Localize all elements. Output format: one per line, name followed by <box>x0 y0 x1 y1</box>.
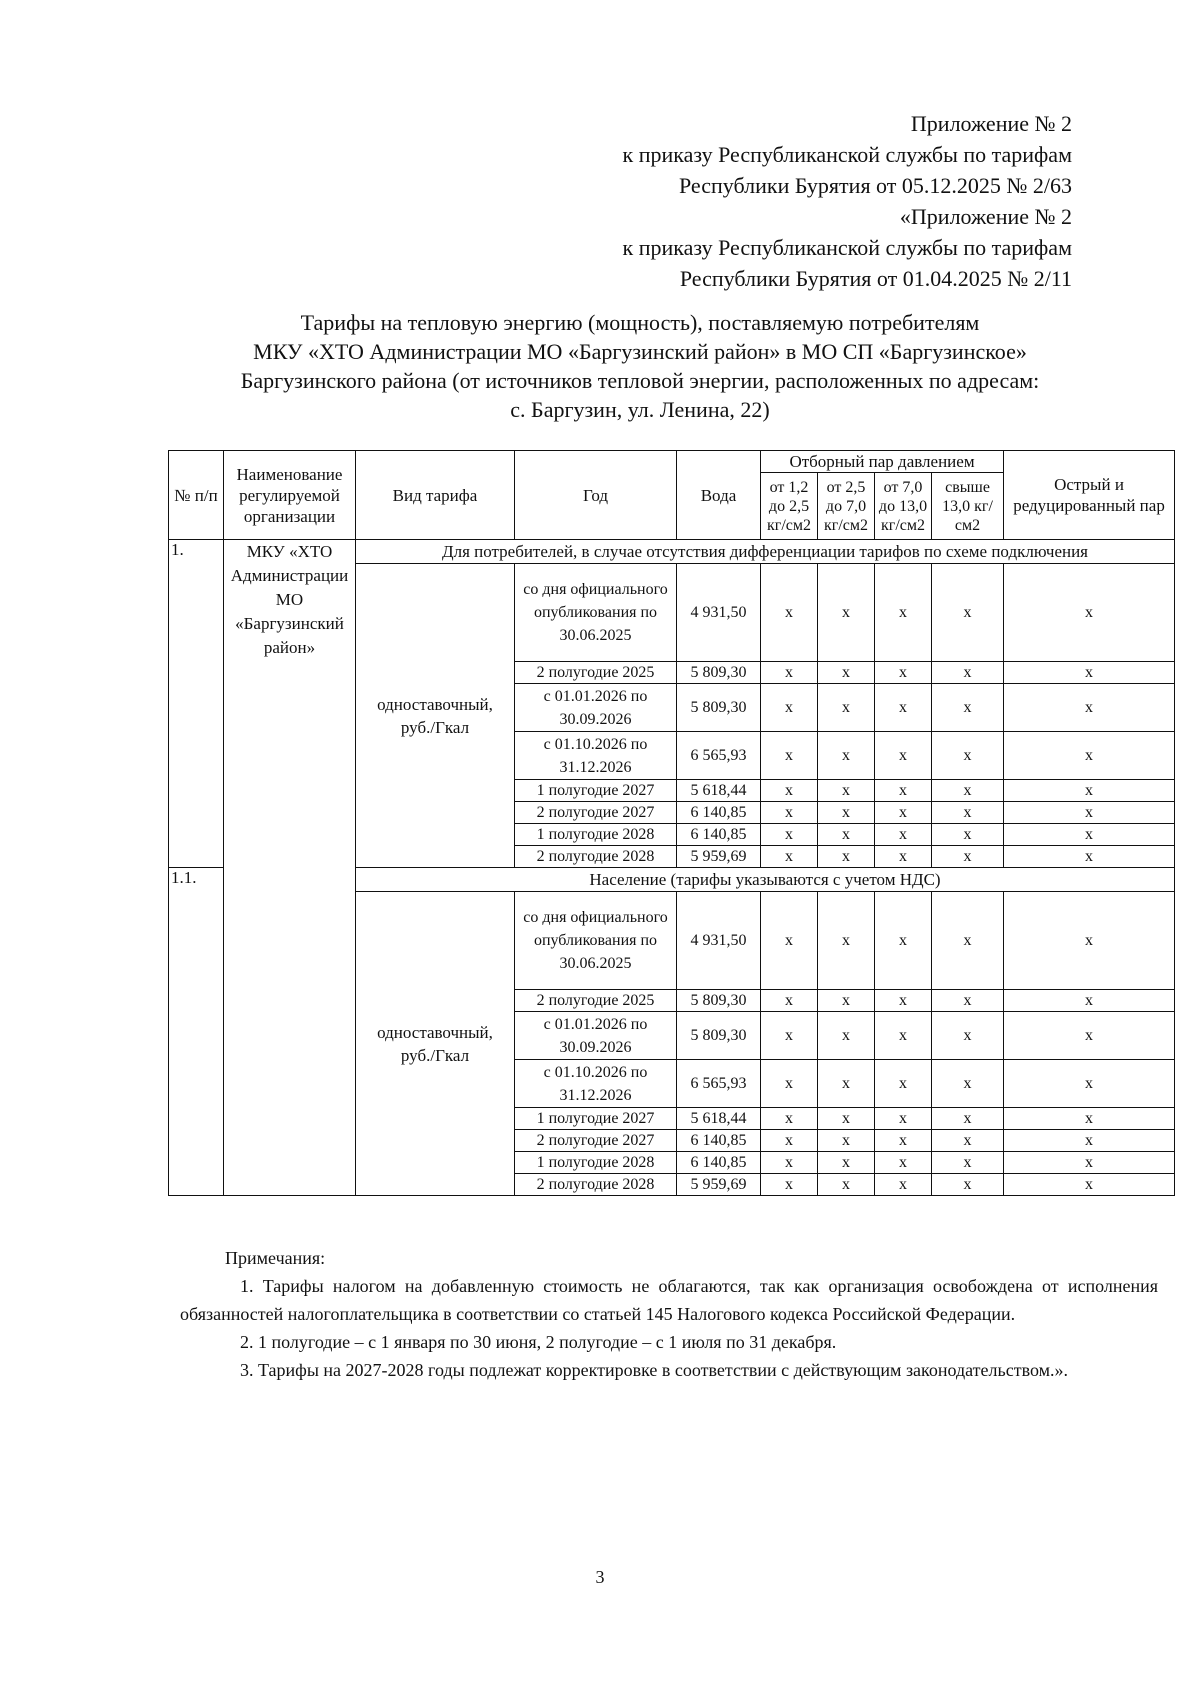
appendix-header <box>623 108 1072 294</box>
steam-value: х <box>818 802 875 824</box>
water-value: 5 809,30 <box>677 990 761 1012</box>
water-value: 6 140,85 <box>677 1152 761 1174</box>
period-cell: 1 полугодие 2028 <box>515 824 677 846</box>
steam-value: х <box>932 1130 1004 1152</box>
steam-value: х <box>818 892 875 990</box>
steam-value: х <box>875 1152 932 1174</box>
period-cell: 2 полугодие 2028 <box>515 1174 677 1196</box>
water-value: 6 140,85 <box>677 824 761 846</box>
period-cell: со дня официального опубликования по 30.06.2025 <box>515 892 677 990</box>
steam-value: х <box>818 1130 875 1152</box>
sharp-steam-value: х <box>1004 802 1175 824</box>
water-value: 4 931,50 <box>677 892 761 990</box>
note-item: 3. Тарифы на 2027-2028 годы подлежат корректировке в соответствии с действующим законодательством.». <box>240 1360 1068 1380</box>
title-line: с. Баргузин, ул. Ленина, 22) <box>510 397 770 422</box>
steam-value: х <box>818 564 875 662</box>
col-header-steam-2: от 2,5 до 7,0 кг/см2 <box>818 473 875 540</box>
col-header-steam-3: от 7,0 до 13,0 кг/см2 <box>875 473 932 540</box>
steam-value: х <box>818 732 875 780</box>
col-header-year: Год <box>515 451 677 540</box>
steam-value: х <box>761 1060 818 1108</box>
steam-value: х <box>818 846 875 868</box>
sharp-steam-value: х <box>1004 1174 1175 1196</box>
period-cell: с 01.01.2026 по 30.09.2026 <box>515 684 677 732</box>
steam-value: х <box>761 1152 818 1174</box>
steam-value: х <box>932 824 1004 846</box>
period-cell: 1 полугодие 2027 <box>515 780 677 802</box>
col-header-num: № п/п <box>169 451 224 540</box>
steam-value: х <box>875 824 932 846</box>
sharp-steam-value: х <box>1004 732 1175 780</box>
steam-value: х <box>932 846 1004 868</box>
steam-value: х <box>875 1130 932 1152</box>
header-line: Республики Бурятия от 05.12.2025 № 2/63 <box>678 173 1072 198</box>
header-line: Республики Бурятия от 01.04.2025 № 2/11 <box>679 266 1072 291</box>
steam-value: х <box>875 1108 932 1130</box>
water-value: 6 565,93 <box>677 1060 761 1108</box>
sharp-steam-value: х <box>1004 990 1175 1012</box>
note-item: 1. Тарифы налогом на добавленную стоимость не облагаются, так как организация освобождена от исполнения обязанностей налогоплательщика в соответствии со статьей 145 Налогового кодекса Российской Федерации. <box>180 1276 1158 1324</box>
steam-value: х <box>932 1012 1004 1060</box>
steam-value: х <box>818 824 875 846</box>
steam-value: х <box>818 684 875 732</box>
water-value: 5 959,69 <box>677 1174 761 1196</box>
water-value: 5 618,44 <box>677 1108 761 1130</box>
tariff-table <box>168 450 1175 1196</box>
steam-value: х <box>932 1152 1004 1174</box>
steam-value: х <box>932 802 1004 824</box>
water-value: 6 140,85 <box>677 1130 761 1152</box>
steam-value: х <box>761 1108 818 1130</box>
steam-value: х <box>875 564 932 662</box>
sharp-steam-value: х <box>1004 892 1175 990</box>
period-cell: 2 полугодие 2028 <box>515 846 677 868</box>
steam-value: х <box>875 892 932 990</box>
steam-value: х <box>875 684 932 732</box>
steam-value: х <box>761 846 818 868</box>
steam-value: х <box>761 732 818 780</box>
steam-value: х <box>875 846 932 868</box>
row-number: 1. <box>169 540 224 868</box>
steam-value: х <box>761 780 818 802</box>
col-header-steam-4: свыше 13,0 кг/см2 <box>932 473 1004 540</box>
steam-value: х <box>932 662 1004 684</box>
sharp-steam-value: х <box>1004 662 1175 684</box>
header-line: к приказу Республиканской службы по тарифам <box>622 235 1072 260</box>
steam-value: х <box>875 802 932 824</box>
header-row <box>169 451 1175 473</box>
period-cell: 2 полугодие 2027 <box>515 1130 677 1152</box>
header-line: к приказу Республиканской службы по тарифам <box>622 142 1072 167</box>
sharp-steam-value: х <box>1004 1060 1175 1108</box>
notes <box>180 1244 1158 1384</box>
steam-value: х <box>818 1060 875 1108</box>
sharp-steam-value: х <box>1004 1130 1175 1152</box>
period-cell: с 01.10.2026 по 31.12.2026 <box>515 1060 677 1108</box>
steam-value: х <box>761 1174 818 1196</box>
steam-value: х <box>761 662 818 684</box>
steam-value: х <box>875 1012 932 1060</box>
col-header-steam-group: Отборный пар давлением <box>761 451 1004 473</box>
steam-value: х <box>932 564 1004 662</box>
col-header-water: Вода <box>677 451 761 540</box>
steam-value: х <box>932 1108 1004 1130</box>
period-cell: со дня официального опубликования по 30.06.2025 <box>515 564 677 662</box>
steam-value: х <box>875 990 932 1012</box>
header-line: «Приложение № 2 <box>899 204 1072 229</box>
sharp-steam-value: х <box>1004 564 1175 662</box>
steam-value: х <box>875 662 932 684</box>
water-value: 5 959,69 <box>677 846 761 868</box>
steam-value: х <box>761 802 818 824</box>
water-value: 5 618,44 <box>677 780 761 802</box>
section-header-row <box>169 540 1175 564</box>
steam-value: х <box>761 684 818 732</box>
steam-value: х <box>818 1108 875 1130</box>
sharp-steam-value: х <box>1004 684 1175 732</box>
steam-value: х <box>818 1012 875 1060</box>
period-cell: 1 полугодие 2027 <box>515 1108 677 1130</box>
sharp-steam-value: х <box>1004 1108 1175 1130</box>
steam-value: х <box>761 564 818 662</box>
water-value: 6 140,85 <box>677 802 761 824</box>
steam-value: х <box>761 1012 818 1060</box>
header-line: Приложение № 2 <box>910 111 1072 136</box>
steam-value: х <box>761 1130 818 1152</box>
steam-value: х <box>818 780 875 802</box>
sharp-steam-value: х <box>1004 846 1175 868</box>
steam-value: х <box>875 1174 932 1196</box>
sharp-steam-value: х <box>1004 1152 1175 1174</box>
col-header-sharp: Острый и редуцированный пар <box>1004 451 1175 540</box>
col-header-vid: Вид тарифа <box>356 451 515 540</box>
sharp-steam-value: х <box>1004 780 1175 802</box>
steam-value: х <box>932 990 1004 1012</box>
period-cell: 2 полугодие 2025 <box>515 990 677 1012</box>
steam-value: х <box>932 1174 1004 1196</box>
steam-value: х <box>932 780 1004 802</box>
row-number: 1.1. <box>169 868 224 1196</box>
page-number: 3 <box>595 1567 605 1587</box>
notes-title: Примечания: <box>225 1248 326 1268</box>
steam-value: х <box>932 732 1004 780</box>
organization-name: МКУ «ХТО Администрации МО «Баргузинский район» <box>224 540 356 1196</box>
steam-value: х <box>932 1060 1004 1108</box>
steam-value: х <box>761 824 818 846</box>
tariff-type: одноставочный, руб./Гкал <box>356 892 515 1196</box>
steam-value: х <box>932 684 1004 732</box>
table-body <box>169 540 1175 1196</box>
water-value: 5 809,30 <box>677 1012 761 1060</box>
period-cell: 2 полугодие 2025 <box>515 662 677 684</box>
steam-value: х <box>761 990 818 1012</box>
title-line: Тарифы на тепловую энергию (мощность), поставляемую потребителям <box>300 310 980 335</box>
tariff-type: одноставочный, руб./Гкал <box>356 564 515 868</box>
period-cell: 1 полугодие 2028 <box>515 1152 677 1174</box>
steam-value: х <box>818 990 875 1012</box>
steam-value: х <box>875 1060 932 1108</box>
title-line: Баргузинского района (от источников тепловой энергии, расположенных по адресам: <box>240 368 1040 393</box>
col-header-steam-1: от 1,2 до 2,5 кг/см2 <box>761 473 818 540</box>
note-item: 2. 1 полугодие – с 1 января по 30 июня, 2 полугодие – с 1 июля по 31 декабря. <box>240 1332 837 1352</box>
steam-value: х <box>875 780 932 802</box>
steam-value: х <box>818 662 875 684</box>
sharp-steam-value: х <box>1004 1012 1175 1060</box>
water-value: 4 931,50 <box>677 564 761 662</box>
section-title: Население (тарифы указываются с учетом НДС) <box>356 868 1175 892</box>
title-line: МКУ «ХТО Администрации МО «Баргузинский район» в МО СП «Баргузинское» <box>253 339 1027 364</box>
steam-value: х <box>761 892 818 990</box>
water-value: 6 565,93 <box>677 732 761 780</box>
water-value: 5 809,30 <box>677 684 761 732</box>
period-cell: с 01.10.2026 по 31.12.2026 <box>515 732 677 780</box>
steam-value: х <box>818 1152 875 1174</box>
period-cell: 2 полугодие 2027 <box>515 802 677 824</box>
steam-value: х <box>875 732 932 780</box>
sharp-steam-value: х <box>1004 824 1175 846</box>
water-value: 5 809,30 <box>677 662 761 684</box>
section-title: Для потребителей, в случае отсутствия дифференциации тарифов по схеме подключения <box>356 540 1175 564</box>
col-header-org: Наименование регулируемой организации <box>224 451 356 540</box>
document-title <box>150 308 1130 424</box>
steam-value: х <box>818 1174 875 1196</box>
steam-value: х <box>932 892 1004 990</box>
period-cell: с 01.01.2026 по 30.09.2026 <box>515 1012 677 1060</box>
